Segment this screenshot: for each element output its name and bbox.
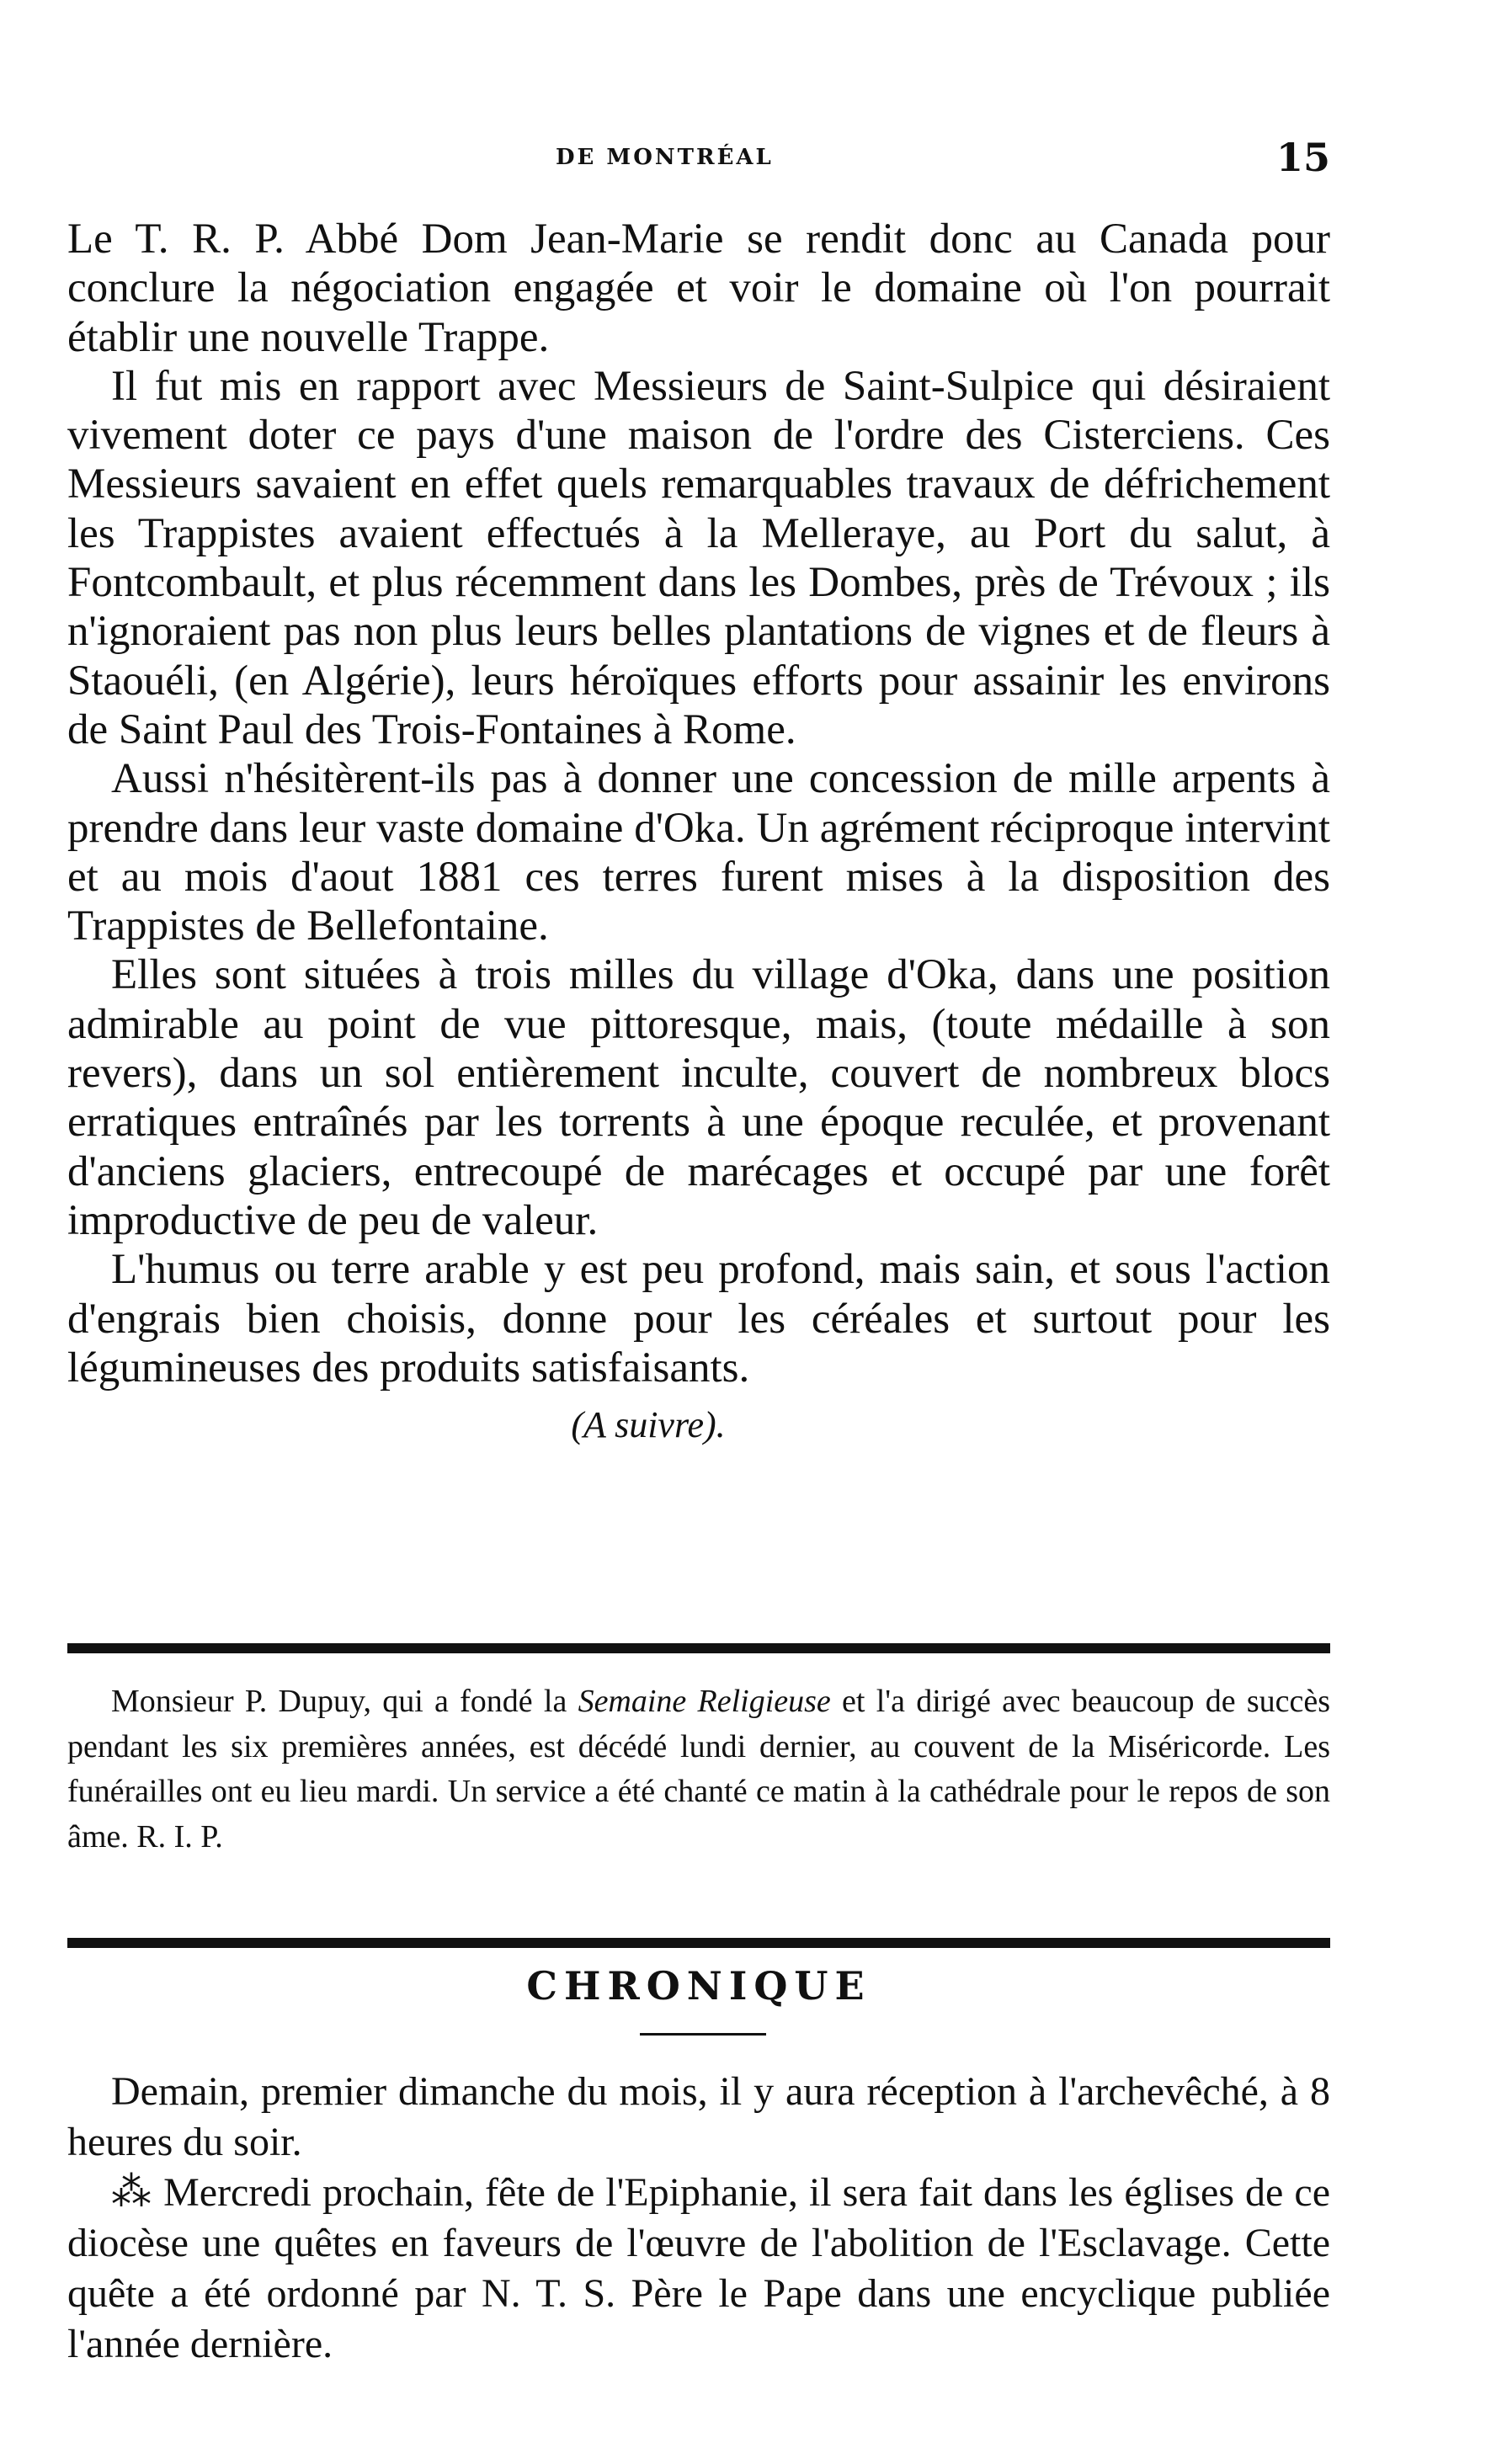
article-paragraph: Le T. R. P. Abbé Dom Jean-Marie se rendit donc au Canada pour conclure la négociation engagée et voir le domaine où l'on pourrait établir une nouvelle Trappe.: [67, 216, 1330, 361]
notice-text: et l'a dirigé avec beaucoup de succès pendant les six premières années, est décédé lundi dernier, au couvent de la Miséricorde. Les funérailles ont eu lieu mardi. Un service a été chanté ce matin à la cathédrale pour le repos de son âme. R. I. P.: [67, 1684, 1331, 1855]
title-underline: [640, 2033, 766, 2036]
article-paragraph: Elles sont situées à trois milles du village d'Oka, dans une position admirable au point de vue pittoresque, mais, (toute médaille à son revers), dans un sol entièrement inculte, couvert de nombreux blocs erratiques entraînés par les torrents à une époque reculée, et provenant d'anciens glaciers, entrecoupé de marécages et occupé par une forêt improductive de peu de valeur.: [67, 951, 1330, 1244]
page-header: [67, 135, 1330, 185]
notice-text: Monsieur P. Dupuy, qui a fondé la: [111, 1684, 567, 1719]
article-paragraph: Il fut mis en rapport avec Messieurs de Saint-Sulpice qui désiraient vivement doter ce pays d'une maison de l'ordre des Cisterciens. Ces Messieurs savaient en effet quels remarquables travaux de défrichement les Trappistes avaient effectués à la Melleraye, au Port du salut, à Fontcombault, et plus récemment dans les Dombes, près de Trévoux ; ils n'ignoraient pas non plus leurs belles plantations de vignes et de fleurs à Staouéli, (en Algérie), leurs héroïques efforts pour assainir les environs de Saint Paul des Trois-Fontaines à Rome.: [67, 362, 1330, 753]
separator-rule: [67, 1938, 1330, 1948]
chronique-paragraph: ⁂ Mercredi prochain, fête de l'Epiphanie, il sera fait dans les églises de ce diocèse une quêtes en faveurs de l'œuvre de l'abolition de l'Esclavage. Cette quête a été ordonné par N. T. S. Père le Pape dans une encyclique publiée l'année dernière.: [67, 2170, 1330, 2366]
chronique-paragraph: Demain, premier dimanche du mois, il y aura réception à l'archevêché, à 8 heures du soir.: [67, 2069, 1330, 2164]
article-paragraph: L'humus ou terre arable y est peu profond, mais sain, et sous l'action d'engrais bien choisis, donne pour les céréales et surtout pour les légumineuses des produits satisfaisants.: [67, 1246, 1330, 1392]
section-title: CHRONIQUE: [526, 1963, 871, 2009]
obituary-notice: [67, 1679, 1330, 1860]
chronique-body: [67, 2067, 1330, 2370]
running-head: DE MONTRÉAL: [556, 145, 774, 170]
separator-rule: [67, 1643, 1330, 1653]
article-paragraph: Aussi n'hésitèrent-ils pas à donner une concession de mille arpents à prendre dans leur vaste domaine d'Oka. Un agrément réciproque intervint et au mois d'aout 1881 ces terres furent mises à la disposition des Trappistes de Bellefontaine.: [67, 755, 1330, 950]
article-body: [67, 215, 1330, 1450]
publication-name: Semaine Religieuse: [578, 1684, 831, 1719]
to-be-continued: (A suivre).: [571, 1404, 726, 1446]
page-number: 15: [1275, 135, 1330, 180]
